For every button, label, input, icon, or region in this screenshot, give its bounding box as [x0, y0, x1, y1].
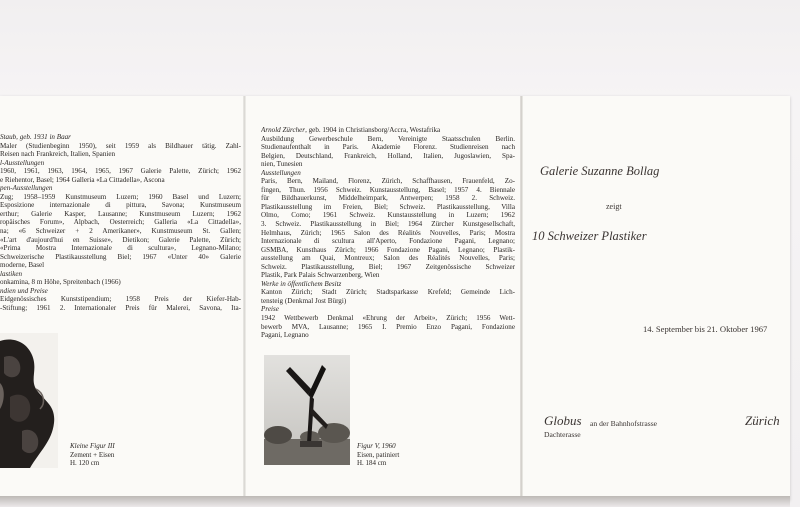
bio-line: 1960, 1961, 1963, 1964, 1965, 1967 Galerie Palette, Zürich; 1962 [0, 167, 241, 176]
bio-line: -Stiftung; 1961 2. Internationaler Preis für Malerei, Savona, Ita- [0, 303, 241, 312]
sculpture-photo-figur-v [264, 355, 350, 465]
bio-line: ausstellung am Quai, Montreux; Salon des Réalités Nouvelles, Paris; [261, 254, 515, 263]
bio-line: Ausbildung Gewerbeschule Bern, Vereinigte Staatsschulen Berlin. [261, 134, 515, 143]
section-heading: Preise [261, 305, 279, 314]
bio-line: bewerb MVA, Lausanne; 1965 I. Premio Enzo Pagani, Fondazione [261, 322, 515, 331]
caption-title: Figur V, 1960 [357, 442, 396, 450]
bio-line: 1942 Wettbewerb Denkmal «Ehrung der Arbeit», Zürich; 1956 Wett- [261, 314, 515, 323]
bio-line: Reisen nach Frankreich, Italien, Spanien [0, 150, 116, 159]
section-heading: ndien und Preise [0, 286, 48, 295]
bio-line: Plastik, Park Palais Schwarzenberg, Wien [261, 271, 380, 280]
section-heading: Ausstellungen [261, 168, 301, 177]
bio-line: tensteig (Denkmal Jost Bürgi) [261, 296, 347, 305]
bio-line: 3. Schweiz. Plastikausstellung in Biel; 1964 Zürcher Kunstgesellschaft, [261, 220, 515, 229]
bio-line: Maler (Studienbeginn 1950), seit 1959 als Bildhauer tätig. Zahl- [0, 141, 241, 150]
gallery-name: Galerie Suzanne Bollag [540, 164, 660, 178]
artist-heading [261, 126, 515, 135]
bio-line: e Riehentor, Basel; 1964 Galleria «La Cittadella», Ascona [0, 175, 165, 184]
bio-line: Belgien, Deutschland, Frankreich, Holland, Italien, Jugoslawien, Spa- [261, 151, 515, 160]
bio-line: Olmo, Como; 1961 Schweiz. Kunstausstellung in Luzern; 1962 [261, 211, 515, 220]
artist-bio-zuercher [261, 126, 515, 340]
caption-title: Kleine Figur III [70, 442, 115, 450]
bio-line: für Bildhauerkunst, Middelheimpark, Antwerpen; 1958 2. Schweiz. [261, 194, 515, 203]
bio-line: Esposizione internazionale di pittura, Savona; Kunstmuseum [0, 201, 241, 210]
bio-line: Schweizerische Plastikausstellung Biel; 1967 «Unter 40» Galerie [0, 252, 241, 261]
bio-line: nien, Tunesien [261, 160, 303, 169]
section-heading: l-Ausstellungen [0, 158, 45, 167]
bio-line: Paris, Bern, Mailand, Florenz, Zürich, Schaffhausen, Frauenfeld, Zo- [261, 177, 515, 186]
bio-line: fingen, Thun. 1956 Schweiz. Kunstausstellung, Basel; 1957 4. Biennale [261, 185, 515, 194]
bio-line: Internazionale di scultura all'Aperto, Fondazione Pagani, Legnano; [261, 237, 515, 246]
sculpture-photo-kleine-figur [0, 333, 58, 468]
venue-location: an der Bahnhofstrasse [590, 419, 658, 428]
caption-figur-v [357, 442, 399, 468]
caption-material: Eisen, patiniert [357, 450, 400, 459]
exhibition-title: 10 Schweizer Plastiker [532, 229, 647, 243]
bio-line: Schweiz. Plastikausstellung, Biel; 1967 Zeitgenössische Schweizer [261, 262, 515, 271]
section-heading: pen-Ausstellungen [0, 184, 53, 193]
bio-line: na; «6 Schweizer + 2 Amerikaner», Kunstmuseum St. Gallen; [0, 227, 241, 236]
bio-line: «L'art d'aujourd'hui en Suisse», Dietikon; Galerie Palette, Zürich; [0, 235, 241, 244]
artist-heading [0, 133, 241, 142]
bio-line: Zug; 1958–1959 Kunstmuseum Luzern; 1960 Basel und Luzern; [0, 192, 241, 201]
presents-label: zeigt [606, 202, 622, 211]
artist-name: Arnold Zürcher [261, 126, 306, 134]
caption-material: Zement + Eisen [70, 450, 115, 459]
bio-line: ropäisches Forum», Alpbach, Oesterreich; Galleria «La Cittadella», [0, 218, 241, 227]
bio-line: erthur; Galerie Kasper, Lausanne; Kunstmuseum Luzern; 1962 [0, 209, 241, 218]
exhibition-dates: 14. September bis 21. Oktober 1967 [643, 324, 768, 334]
bio-line: onkamina, 8 m Höhe, Spreitenbach (1966) [0, 278, 121, 287]
caption-kleine-figur [70, 442, 115, 468]
bio-line: GSMBA, Kunsthaus Zürich; 1966 Fondazione Pagani, Legnano; Plastik- [261, 245, 515, 254]
caption-size: H. 120 cm [70, 459, 100, 468]
bio-line: Pagani, Legnano [261, 331, 309, 340]
bio-line: Helmhaus, Zürich; 1965 Salon des Réalités Nouvelles, Paris; Mostra [261, 228, 515, 237]
artist-bio-left [0, 133, 241, 312]
section-heading: Werke in öffentlichem Besitz [261, 279, 342, 288]
section-heading: lastiken [0, 269, 23, 278]
venue-sub: Dachterasse [544, 430, 581, 439]
caption-size: H. 184 cm [357, 459, 387, 468]
artist-birth: , geb. 1904 in Christiansborg/Accra, Westafrika [305, 126, 441, 134]
fold-crease-left [243, 96, 246, 500]
venue-name: Globus [544, 413, 582, 428]
bio-line: Studienaufenthalt in Paris. Akademie Florenz. Studienreisen nach [261, 143, 515, 152]
bio-line: Eidgenössisches Kunststipendium; 1958 Preis der Kiefer-Hab- [0, 295, 241, 304]
bio-line: «Prima Mostra Internazionale di scultura», Legnano-Milano; [0, 244, 241, 253]
bio-line: Plastikausstellung im Freien, Biel; Schweiz. Plastikausstellung, Villa [261, 202, 515, 211]
city-name: Zürich [745, 413, 780, 428]
bio-line: Kanton Zürich; Stadt Zürich; Stadtsparkasse Krefeld; Gemeinde Lich- [261, 288, 515, 297]
paper-bottom-shadow [0, 496, 790, 507]
artist-name: Staub, geb. 1931 in Baar [0, 133, 71, 141]
bio-line: moderne, Basel [0, 261, 45, 270]
fold-crease-right [520, 96, 523, 500]
